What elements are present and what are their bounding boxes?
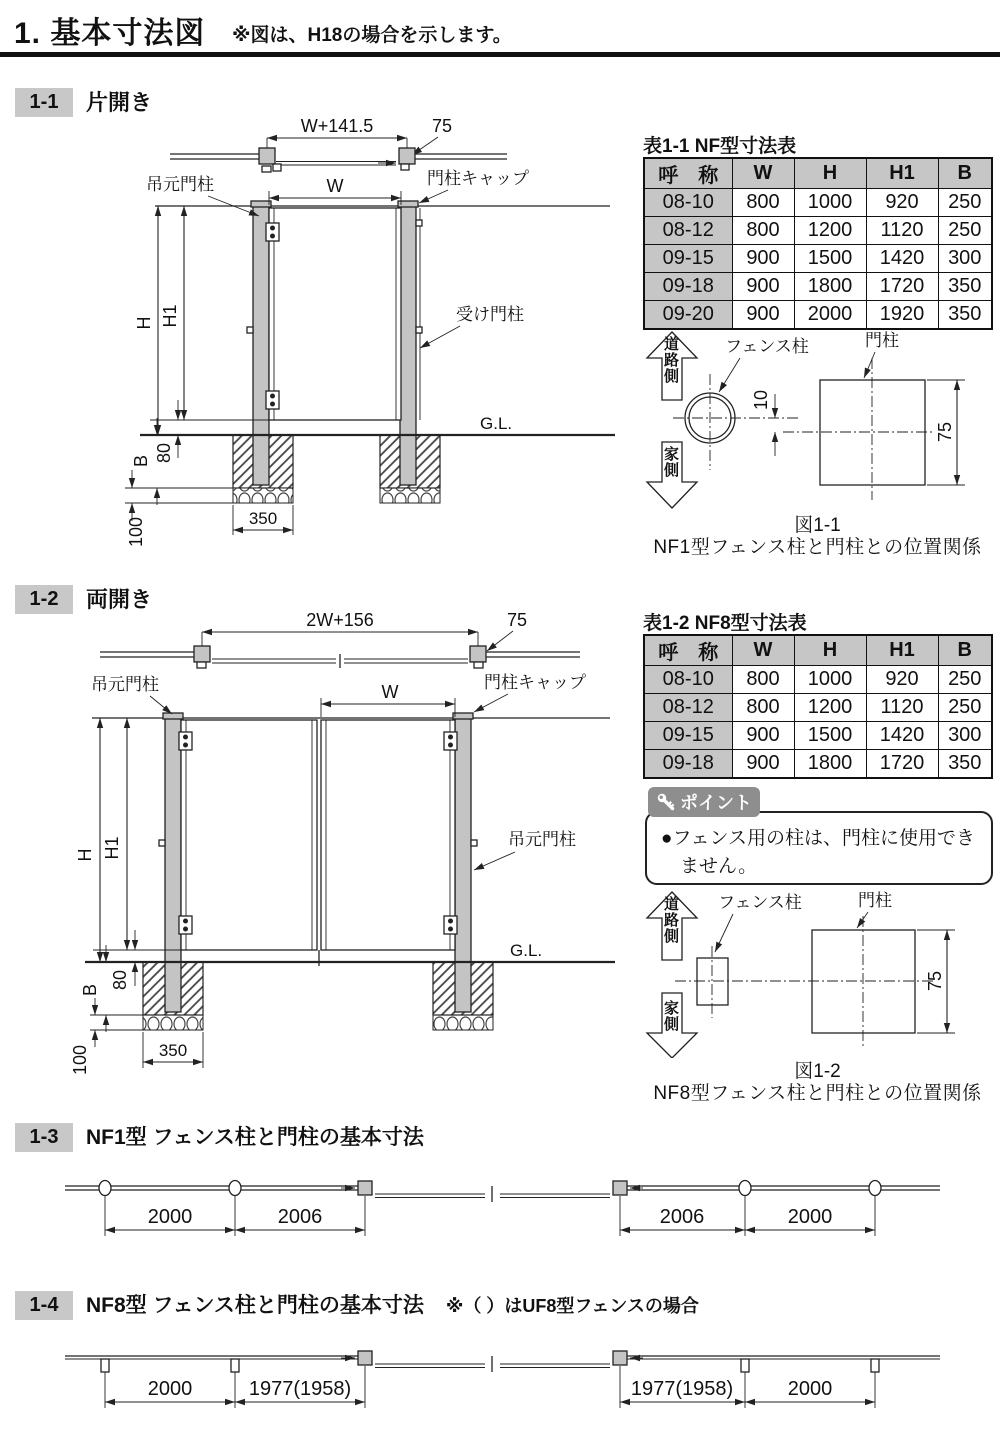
- point-text: ●フェンス用の柱は、門柱に使用できません。: [661, 828, 975, 877]
- dim-h1: H1: [102, 836, 122, 860]
- dim-2006: 2006: [659, 1206, 705, 1228]
- section-1-4-header: [86, 1291, 699, 1320]
- hinge-bottom: [266, 391, 279, 409]
- label-hinge-post-left: 吊元門柱: [91, 675, 159, 694]
- plan-hinge-post: [259, 148, 275, 164]
- gate-leaf-right: [321, 720, 455, 950]
- section-1-4-note: ※（ ）はUF8型フェンスの場合: [445, 1296, 699, 1316]
- table-row: 09-18 900 1800 1720 350: [644, 750, 992, 779]
- table-1-2: 呼 称 W H H1 B 08-10 800 1000 920 250 08-12 800 1200 1120 250 09-15 900 1500 1420 300 09-18 900 1800 1720 350: [643, 634, 993, 779]
- dim-post-75: 75: [506, 610, 528, 630]
- table-row: 08-10 800 1000 920 250: [644, 189, 992, 217]
- post-cap-left: [251, 201, 271, 207]
- section-1-2-title: 両開き: [86, 587, 153, 612]
- dim-w-plus-141: W+141.5: [300, 116, 374, 136]
- dim-2w-plus-156: 2W+156: [306, 610, 374, 630]
- dim-post-75: 75: [431, 116, 453, 136]
- drawing-double-swing-gate: [30, 600, 620, 1097]
- table-row: 09-18 900 1800 1720 350: [644, 273, 992, 301]
- fence-post: [229, 1181, 241, 1196]
- dim-75: 75: [935, 421, 955, 443]
- label-gl: G.L.: [510, 941, 543, 960]
- fence-post: [871, 1359, 879, 1372]
- fence-post: [101, 1359, 109, 1372]
- fence-post: [231, 1359, 239, 1372]
- hinge-gate-post-right: [455, 715, 471, 1012]
- point-tab-label: ポイント: [680, 793, 752, 813]
- table-1-2-title: 表1-2 NF8型寸法表: [643, 613, 807, 634]
- plan-view: [170, 116, 507, 172]
- point-box: [645, 811, 993, 885]
- table-1-1: 呼 称 W H H1 B 08-10 800 1000 920 250 08-12 800 1200 1120 250 09-15 900 1500 1420 300 09-18 900 1800 1720 350 09-20 900 2000 1920 350: [643, 157, 993, 330]
- hinge-gate-post-left: [165, 715, 181, 1012]
- section-1-2-badge: 1-2: [15, 585, 73, 614]
- gate-post: [358, 1351, 372, 1365]
- table-row: 09-15 900 1500 1420 300: [644, 245, 992, 273]
- fence-post-section: [697, 958, 728, 1005]
- figure-1-2: [635, 890, 1000, 1058]
- post-cap-left: [163, 713, 183, 719]
- dim-offset-10: 10: [751, 389, 771, 411]
- drawing-single-swing-gate: [30, 108, 620, 565]
- dim-w: W: [381, 682, 399, 702]
- table-row: 09-20 900 2000 1920 350: [644, 301, 992, 330]
- dim-2000: 2000: [147, 1206, 193, 1228]
- page-title: 1. 基本寸法図: [14, 17, 206, 50]
- hinge-gate-post: [253, 203, 269, 485]
- table-1-1-title: 表1-1 NF型寸法表: [643, 136, 797, 157]
- plan-receive-post: [399, 148, 415, 164]
- label-post-cap: 門柱キャップ: [484, 673, 586, 692]
- label-hinge-post: 吊元門柱: [146, 175, 214, 194]
- hinge-top: [266, 223, 279, 241]
- title-rule: [0, 52, 1000, 57]
- dim-1977: 1977(1958): [630, 1378, 734, 1400]
- dim-2000: 2000: [787, 1378, 833, 1400]
- dim-2006: 2006: [277, 1206, 323, 1228]
- section-1-4-title: NF8型 フェンス柱と門柱の基本寸法: [86, 1294, 424, 1317]
- label-gl: G.L.: [480, 414, 513, 433]
- figure-1-1: [635, 330, 1000, 512]
- section-1-4-badge: 1-4: [15, 1291, 73, 1320]
- label-gate-post: 門柱: [858, 891, 892, 910]
- post-cap-right: [453, 713, 473, 719]
- dim-350: 350: [158, 1041, 188, 1060]
- fence-post: [739, 1181, 751, 1196]
- figure-1-2-caption: NF8型フェンス柱と門柱との位置関係: [653, 1083, 982, 1104]
- diagram-nf1-post-layout: [25, 1158, 980, 1263]
- dim-80: 80: [110, 969, 130, 991]
- dim-2000: 2000: [787, 1206, 833, 1228]
- dim-100: 100: [70, 1044, 90, 1076]
- dim-350: 350: [248, 509, 278, 528]
- plan-hinge-post-right: [470, 646, 486, 662]
- label-gate-post: 門柱: [865, 331, 899, 350]
- plan-hinge-post-left: [194, 646, 210, 662]
- dim-1977: 1977(1958): [248, 1378, 352, 1400]
- label-fence-post: フェンス柱: [725, 337, 809, 356]
- dim-100: 100: [126, 516, 146, 548]
- elevation-view: [70, 673, 615, 1075]
- key-icon: [656, 792, 676, 812]
- dim-75: 75: [925, 970, 945, 992]
- dim-h: H: [134, 316, 154, 330]
- house-side-label: 家側: [662, 446, 679, 478]
- section-1-3-title: NF1型 フェンス柱と門柱の基本寸法: [86, 1126, 424, 1149]
- receive-gate-post: [400, 203, 416, 485]
- dim-80: 80: [154, 442, 174, 464]
- figure-1-2-number: 図1-2: [794, 1061, 841, 1082]
- section-1-1-title: 片開き: [86, 90, 153, 115]
- fence-post: [741, 1359, 749, 1372]
- figure-1-1-caption: NF1型フェンス柱と門柱との位置関係: [653, 537, 982, 558]
- house-side-label: 家側: [662, 1000, 679, 1032]
- table-row: 08-12 800 1200 1120 250: [644, 217, 992, 245]
- table-row: 09-15 900 1500 1420 300: [644, 722, 992, 750]
- plan-view: [100, 610, 580, 668]
- gate-panel: [269, 208, 401, 420]
- diagram-nf8-post-layout: [25, 1328, 980, 1433]
- point-tab: [648, 787, 760, 817]
- gate-post-section: [812, 930, 915, 1033]
- dim-2000: 2000: [147, 1378, 193, 1400]
- gate-post: [613, 1181, 627, 1195]
- gate-post: [358, 1181, 372, 1195]
- figure-1-1-number: 図1-1: [794, 515, 841, 536]
- table-row: 08-12 800 1200 1120 250: [644, 694, 992, 722]
- fence-post: [869, 1181, 881, 1196]
- section-1-3-badge: 1-3: [15, 1123, 73, 1152]
- dim-h1: H1: [160, 304, 180, 328]
- dim-b: B: [131, 454, 151, 468]
- road-side-label: 道路側: [662, 336, 679, 384]
- table-row: 08-10 800 1000 920 250: [644, 666, 992, 694]
- road-side-label: 道路側: [662, 896, 679, 944]
- elevation-view: [125, 169, 615, 547]
- gate-leaf-left: [181, 720, 317, 950]
- label-fence-post: フェンス柱: [718, 893, 802, 912]
- page-note: ※図は、H18の場合を示します。: [232, 25, 512, 46]
- label-post-cap: 門柱キャップ: [427, 169, 529, 188]
- fence-post: [99, 1181, 111, 1196]
- label-hinge-post-right: 吊元門柱: [508, 830, 576, 849]
- gate-post: [613, 1351, 627, 1365]
- label-receive-post: 受け門柱: [456, 305, 524, 324]
- dim-b: B: [80, 983, 100, 997]
- gate-post-section: [820, 380, 925, 485]
- dim-h: H: [75, 848, 95, 862]
- dim-w: W: [326, 176, 344, 196]
- section-1-1-badge: 1-1: [15, 88, 73, 117]
